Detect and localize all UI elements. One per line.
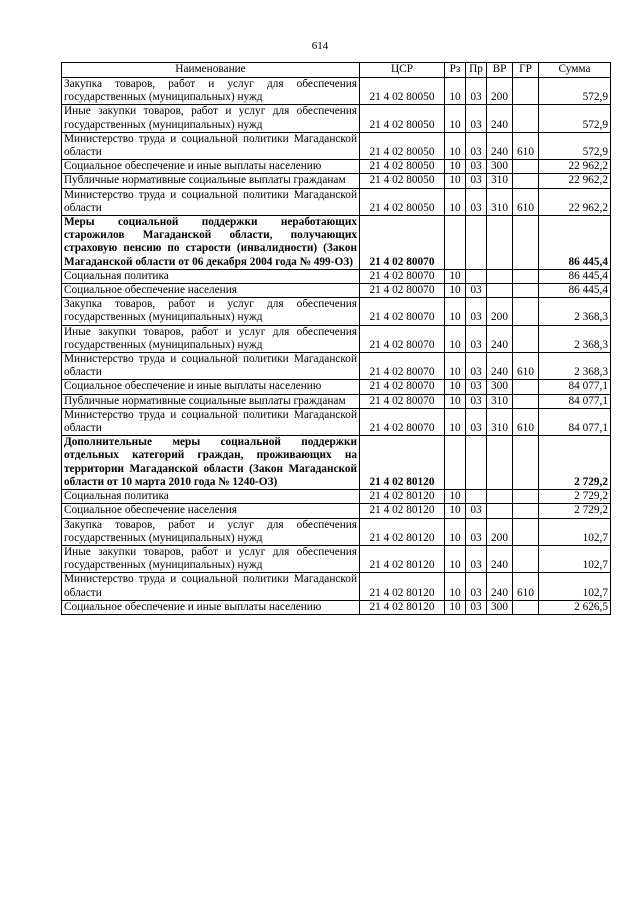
- row-sum: 572,9: [539, 132, 611, 159]
- row-sum: 102,7: [539, 518, 611, 545]
- row-rz: 10: [445, 545, 466, 572]
- row-name: Иные закупки товаров, работ и услуг для обеспечения государственных (муниципальных) нужд: [62, 325, 360, 352]
- row-pr: 03: [466, 174, 487, 188]
- row-csr: 21 4 02 80070: [360, 298, 445, 325]
- row-name: Социальное обеспечение населения: [62, 284, 360, 298]
- row-gr: [513, 298, 539, 325]
- row-name: Министерство труда и социальной политики Магаданской области: [62, 573, 360, 600]
- row-sum: 86 445,4: [539, 216, 611, 270]
- row-sum: 2 626,5: [539, 600, 611, 614]
- row-name: Меры социальной поддержки неработающих старожилов Магаданской области, получающих страховую пенсию по старости (инвалидности) (Закон Магаданской области от 06 декабря 2004 года № 499-ОЗ): [62, 216, 360, 270]
- row-pr: [466, 436, 487, 490]
- row-rz: 10: [445, 353, 466, 380]
- row-vr: [487, 269, 513, 283]
- row-gr: [513, 160, 539, 174]
- row-name: Министерство труда и социальной политики Магаданской области: [62, 132, 360, 159]
- row-name: Социальная политика: [62, 269, 360, 283]
- table-row: [62, 408, 611, 435]
- row-name: Дополнительные меры социальной поддержки отдельных категорий граждан, проживающих на территории Магаданской области (Закон Магаданской области от 10 марта 2010 года № 1240-ОЗ): [62, 436, 360, 490]
- row-sum: 2 729,2: [539, 490, 611, 504]
- row-name: Министерство труда и социальной политики Магаданской области: [62, 408, 360, 435]
- header-vr: ВР: [487, 63, 513, 78]
- row-csr: 21 4 02 80120: [360, 545, 445, 572]
- row-csr: 21 4 02 80050: [360, 132, 445, 159]
- row-name: Социальное обеспечение и иные выплаты населению: [62, 600, 360, 614]
- row-vr: [487, 436, 513, 490]
- row-name: Публичные нормативные социальные выплаты гражданам: [62, 394, 360, 408]
- row-csr: 21 4 02 80070: [360, 394, 445, 408]
- row-csr: 21 4 02 80070: [360, 380, 445, 394]
- row-gr: [513, 174, 539, 188]
- row-csr: 21 4 02 80070: [360, 353, 445, 380]
- row-csr: 21 4 02 80120: [360, 518, 445, 545]
- row-sum: 572,9: [539, 105, 611, 132]
- row-csr: 21 4 02 80050: [360, 78, 445, 105]
- row-name: Социальное обеспечение и иные выплаты населению: [62, 160, 360, 174]
- row-rz: 10: [445, 160, 466, 174]
- row-vr: 300: [487, 600, 513, 614]
- row-name: Иные закупки товаров, работ и услуг для обеспечения государственных (муниципальных) нужд: [62, 105, 360, 132]
- table-row: [62, 78, 611, 105]
- row-csr: 21 4 02 80050: [360, 174, 445, 188]
- row-csr: 21 4 02 80120: [360, 573, 445, 600]
- row-sum: 22 962,2: [539, 160, 611, 174]
- row-gr: [513, 436, 539, 490]
- row-rz: 10: [445, 394, 466, 408]
- row-pr: 03: [466, 160, 487, 174]
- row-rz: 10: [445, 504, 466, 518]
- row-rz: [445, 436, 466, 490]
- row-csr: 21 4 02 80070: [360, 325, 445, 352]
- row-rz: 10: [445, 600, 466, 614]
- row-sum: 102,7: [539, 573, 611, 600]
- row-vr: 240: [487, 105, 513, 132]
- row-rz: 10: [445, 284, 466, 298]
- header-csr: ЦСР: [360, 63, 445, 78]
- row-name: Социальная политика: [62, 490, 360, 504]
- row-vr: [487, 504, 513, 518]
- row-pr: 03: [466, 573, 487, 600]
- row-csr: 21 4 02 80050: [360, 105, 445, 132]
- row-gr: [513, 504, 539, 518]
- row-vr: 240: [487, 545, 513, 572]
- row-rz: 10: [445, 269, 466, 283]
- header-sum: Сумма: [539, 63, 611, 78]
- row-vr: 240: [487, 132, 513, 159]
- row-csr: 21 4 02 80070: [360, 408, 445, 435]
- row-pr: 03: [466, 545, 487, 572]
- row-pr: 03: [466, 298, 487, 325]
- table-row: [62, 298, 611, 325]
- row-name: Иные закупки товаров, работ и услуг для обеспечения государственных (муниципальных) нужд: [62, 545, 360, 572]
- row-rz: 10: [445, 325, 466, 352]
- row-vr: 310: [487, 188, 513, 215]
- row-gr: 610: [513, 353, 539, 380]
- row-rz: 10: [445, 132, 466, 159]
- row-pr: 03: [466, 600, 487, 614]
- row-vr: [487, 490, 513, 504]
- row-sum: 86 445,4: [539, 269, 611, 283]
- table-row: [62, 504, 611, 518]
- row-sum: 2 368,3: [539, 325, 611, 352]
- row-name: Закупка товаров, работ и услуг для обеспечения государственных (муниципальных) нужд: [62, 298, 360, 325]
- row-rz: 10: [445, 174, 466, 188]
- table-row: [62, 353, 611, 380]
- row-vr: 310: [487, 174, 513, 188]
- row-vr: 310: [487, 394, 513, 408]
- row-name: Социальное обеспечение населения: [62, 504, 360, 518]
- row-name: Закупка товаров, работ и услуг для обеспечения государственных (муниципальных) нужд: [62, 518, 360, 545]
- row-csr: 21 4 02 80120: [360, 600, 445, 614]
- row-rz: 10: [445, 518, 466, 545]
- row-pr: 03: [466, 518, 487, 545]
- row-vr: 240: [487, 573, 513, 600]
- row-gr: 610: [513, 573, 539, 600]
- table-row: [62, 269, 611, 283]
- row-pr: [466, 490, 487, 504]
- row-gr: [513, 325, 539, 352]
- row-sum: 84 077,1: [539, 408, 611, 435]
- row-name: Министерство труда и социальной политики Магаданской области: [62, 188, 360, 215]
- row-sum: 86 445,4: [539, 284, 611, 298]
- table-row: [62, 105, 611, 132]
- table-row: [62, 132, 611, 159]
- table-row: [62, 174, 611, 188]
- row-gr: 610: [513, 408, 539, 435]
- row-rz: 10: [445, 105, 466, 132]
- budget-table: [61, 62, 611, 615]
- row-sum: 84 077,1: [539, 394, 611, 408]
- row-rz: 10: [445, 298, 466, 325]
- row-gr: [513, 600, 539, 614]
- row-vr: 200: [487, 518, 513, 545]
- row-vr: 240: [487, 325, 513, 352]
- header-pr: Пр: [466, 63, 487, 78]
- row-rz: 10: [445, 573, 466, 600]
- row-gr: [513, 269, 539, 283]
- row-gr: [513, 105, 539, 132]
- row-vr: 310: [487, 408, 513, 435]
- table-row: [62, 600, 611, 614]
- table-row: [62, 216, 611, 270]
- row-rz: 10: [445, 408, 466, 435]
- table-row: [62, 188, 611, 215]
- row-vr: 200: [487, 78, 513, 105]
- row-gr: [513, 380, 539, 394]
- row-pr: 03: [466, 353, 487, 380]
- row-rz: 10: [445, 78, 466, 105]
- page-number: 614: [311, 40, 329, 52]
- row-csr: 21 4 02 80120: [360, 490, 445, 504]
- row-gr: [513, 490, 539, 504]
- row-vr: 200: [487, 298, 513, 325]
- row-vr: [487, 216, 513, 270]
- table-row: [62, 573, 611, 600]
- row-sum: 2 368,3: [539, 353, 611, 380]
- table-row: [62, 436, 611, 490]
- row-sum: 572,9: [539, 78, 611, 105]
- row-gr: 610: [513, 188, 539, 215]
- row-pr: 03: [466, 132, 487, 159]
- row-gr: [513, 518, 539, 545]
- row-csr: 21 4 02 80050: [360, 160, 445, 174]
- row-name: Министерство труда и социальной политики Магаданской области: [62, 353, 360, 380]
- row-sum: 84 077,1: [539, 380, 611, 394]
- row-gr: [513, 78, 539, 105]
- table-row: [62, 490, 611, 504]
- row-sum: 22 962,2: [539, 174, 611, 188]
- row-pr: 03: [466, 325, 487, 352]
- table-row: [62, 284, 611, 298]
- row-rz: 10: [445, 490, 466, 504]
- row-rz: 10: [445, 188, 466, 215]
- row-pr: 03: [466, 504, 487, 518]
- table-row: [62, 394, 611, 408]
- row-vr: 300: [487, 160, 513, 174]
- row-pr: 03: [466, 105, 487, 132]
- row-sum: 102,7: [539, 545, 611, 572]
- row-pr: [466, 269, 487, 283]
- table-row: [62, 518, 611, 545]
- header-gr: ГР: [513, 63, 539, 78]
- header-rz: Рз: [445, 63, 466, 78]
- row-pr: [466, 216, 487, 270]
- row-pr: 03: [466, 78, 487, 105]
- row-sum: 2 729,2: [539, 504, 611, 518]
- row-gr: [513, 394, 539, 408]
- row-csr: 21 4 02 80070: [360, 269, 445, 283]
- row-sum: 22 962,2: [539, 188, 611, 215]
- table-row: [62, 160, 611, 174]
- row-rz: 10: [445, 380, 466, 394]
- row-csr: 21 4 02 80070: [360, 216, 445, 270]
- row-gr: 610: [513, 132, 539, 159]
- row-pr: 03: [466, 188, 487, 215]
- row-sum: 2 729,2: [539, 436, 611, 490]
- row-gr: [513, 545, 539, 572]
- row-vr: [487, 284, 513, 298]
- table-row: [62, 545, 611, 572]
- row-gr: [513, 284, 539, 298]
- row-vr: 240: [487, 353, 513, 380]
- row-pr: 03: [466, 380, 487, 394]
- row-name: Публичные нормативные социальные выплаты гражданам: [62, 174, 360, 188]
- row-vr: 300: [487, 380, 513, 394]
- row-gr: [513, 216, 539, 270]
- row-sum: 2 368,3: [539, 298, 611, 325]
- table-row: [62, 380, 611, 394]
- row-rz: [445, 216, 466, 270]
- row-csr: 21 4 02 80070: [360, 284, 445, 298]
- row-csr: 21 4 02 80120: [360, 436, 445, 490]
- row-csr: 21 4 02 80050: [360, 188, 445, 215]
- row-pr: 03: [466, 408, 487, 435]
- row-name: Социальное обеспечение и иные выплаты населению: [62, 380, 360, 394]
- header-name: Наименование: [62, 63, 360, 78]
- row-pr: 03: [466, 284, 487, 298]
- table-header-row: [62, 63, 611, 78]
- row-name: Закупка товаров, работ и услуг для обеспечения государственных (муниципальных) нужд: [62, 78, 360, 105]
- row-csr: 21 4 02 80120: [360, 504, 445, 518]
- table-row: [62, 325, 611, 352]
- row-pr: 03: [466, 394, 487, 408]
